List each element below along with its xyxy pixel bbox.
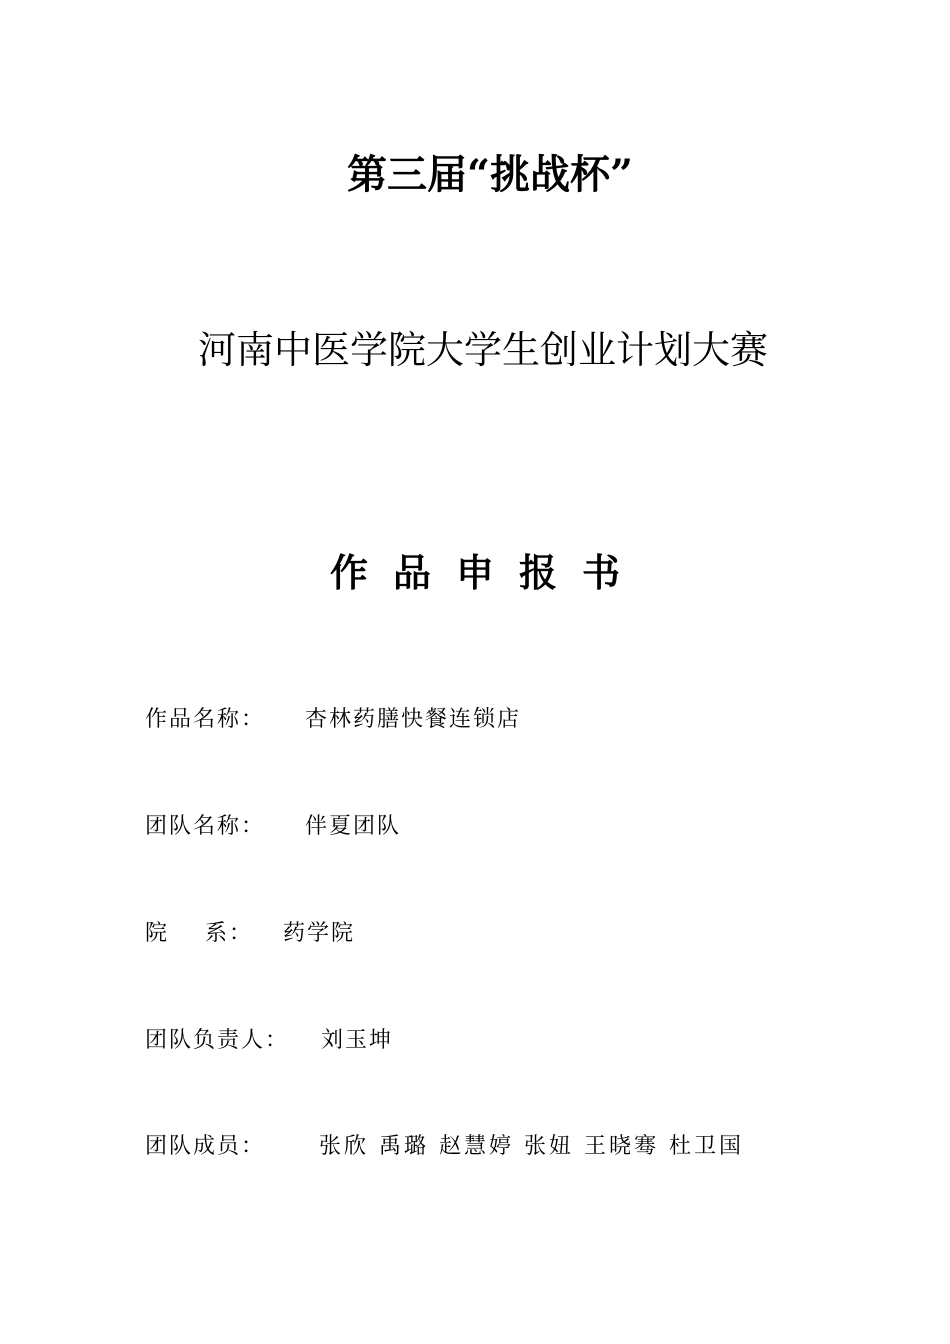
department-label-part2: 系： [205,921,254,946]
department-field [145,917,355,951]
document-type-title: 作品申报书 [330,550,646,595]
competition-name-title: 河南中医学院大学生创业计划大赛 [198,328,769,372]
department-value: 药学院 [283,921,356,946]
work-name-field [145,703,521,737]
team-name-value: 伴夏团队 [305,814,402,839]
team-name-label: 团队名称： [145,814,266,839]
work-name-value: 杏林药膳快餐连锁店 [305,707,522,732]
department-label-part1: 院 [145,921,170,946]
team-leader-label: 团队负责人： [145,1028,290,1053]
team-leader-value: 刘玉坤 [321,1028,394,1053]
department-label [145,917,283,951]
team-name-field [145,810,401,844]
team-members-field [145,1130,744,1164]
work-name-label: 作品名称： [145,707,266,732]
competition-edition-title: 第三届“挑战杯” [346,151,633,198]
team-members-label: 团队成员： [145,1134,266,1159]
team-leader-field [145,1024,393,1058]
team-members-value: 张欣 禹璐 赵慧婷 张妞 王晓骞 杜卫国 [319,1134,744,1159]
